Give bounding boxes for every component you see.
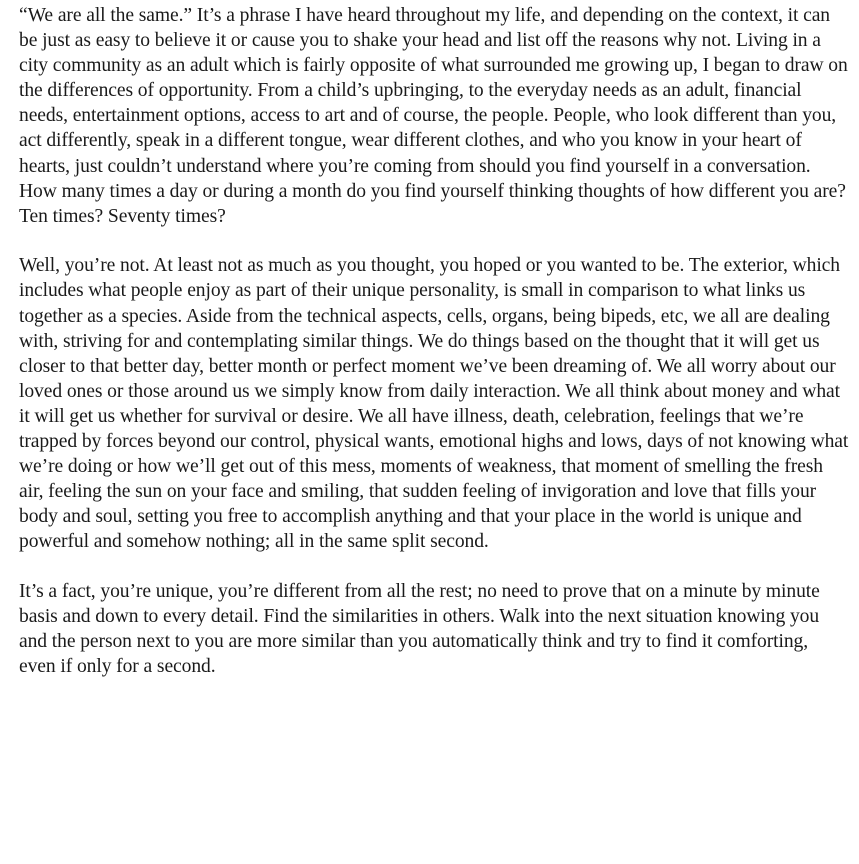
essay-body bbox=[19, 3, 849, 679]
paragraph-2: Well, you’re not. At least not as much as you thought, you hoped or you wanted to be. The exterior, which includes what people enjoy as part of their unique personality, is small in comparison to what links us together as a species. Aside from the technical aspects, cells, organs, being bipeds, etc, we all are dealing with, striving for and contemplating similar things. We do things based on the thought that it will get us closer to that better day, better month or perfect moment we’ve been dreaming of. We all worry about our loved ones or those around us we simply know from daily interaction. We all think about money and what it will get us whether for survival or desire. We all have illness, death, celebration, feelings that we’re trapped by forces beyond our control, physical wants, emotional highs and lows, days of not knowing what we’re doing or how we’ll get out of this mess, moments of weakness, that moment of smelling the fresh air, feeling the sun on your face and smiling, that sudden feeling of invigoration and love that fills your body and soul, setting you free to accomplish anything and that your place in the world is unique and powerful and somehow nothing; all in the same split second. bbox=[19, 255, 849, 553]
paragraph-1: “We are all the same.” It’s a phrase I have heard throughout my life, and depending on the context, it can be just as easy to believe it or cause you to shake your head and list off the reasons why not. Living in a city community as an adult which is fairly opposite of what surrounded me growing up, I began to draw on the differences of opportunity. From a child’s upbringing, to the everyday needs as an adult, financial needs, entertainment options, access to art and of course, the people. People, who look different than you, act differently, speak in a different tongue, wear different clothes, and who you know in your heart of hearts, just couldn’t understand where you’re coming from should you find yourself in a conversation. How many times a day or during a month do you find yourself thinking thoughts of how different you are? Ten times? Seventy times? bbox=[19, 5, 848, 227]
paragraph-3: It’s a fact, you’re unique, you’re different from all the rest; no need to prove that on a minute by minute basis and down to every detail. Find the similarities in others. Walk into the next situation knowing you and the person next to you are more similar than you automatically think and try to find it comforting, even if only for a second. bbox=[19, 580, 820, 678]
